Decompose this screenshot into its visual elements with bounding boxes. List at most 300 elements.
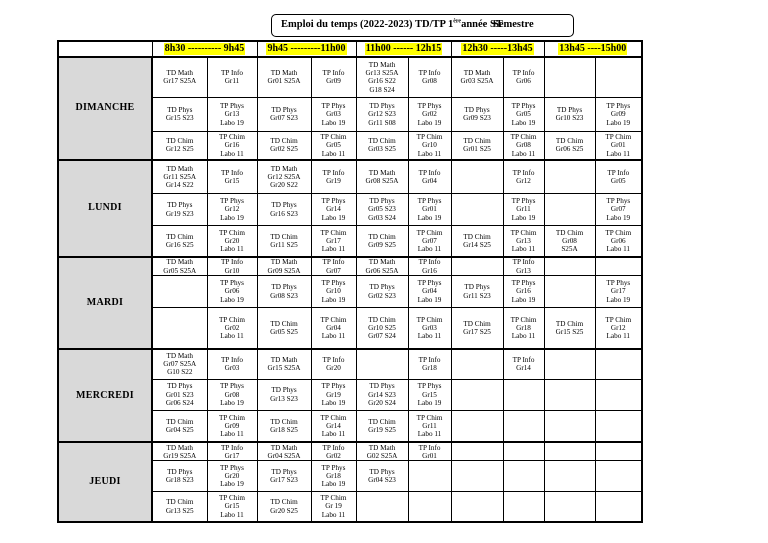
cell-line: TD Phys [369, 283, 395, 292]
slot-header: 13h45 ----15h00 [544, 41, 642, 57]
cell-line: TD Chim [270, 137, 298, 146]
schedule-cell [356, 492, 408, 522]
cell-line: Gr19 S25 [368, 426, 396, 435]
cell-line: Gr17 [610, 287, 626, 296]
cell-line: TD Chim [555, 319, 584, 328]
schedule-cell [356, 225, 408, 257]
cell-line: TP Phys [321, 463, 346, 472]
cell-line: TD Phys [271, 106, 297, 115]
cell-line: TP Phys [220, 102, 244, 111]
cell-line: TP Chim [219, 133, 245, 142]
schedule-cell [503, 160, 544, 194]
cell-line: Gr01 [422, 205, 437, 214]
timetable [57, 40, 643, 523]
cell-line: TD Chim [368, 315, 396, 324]
table-row [58, 442, 642, 460]
cell-line: TD Chim [463, 319, 491, 328]
schedule-cell [408, 225, 451, 257]
schedule-cell [207, 349, 257, 379]
cell-line: Gr06 S25 [555, 145, 584, 154]
cell-line: Labo 11 [321, 430, 346, 439]
cell-line: TD Phys [369, 467, 395, 476]
cell-line: G18 S24 [369, 85, 395, 94]
schedule-cell [152, 349, 207, 379]
schedule-cell [503, 225, 544, 257]
schedule-cell [356, 97, 408, 131]
schedule-cell [544, 160, 595, 194]
cell-line: TD Phys [369, 102, 395, 111]
schedule-cell [257, 461, 311, 492]
cell-line: TP Info [322, 356, 345, 365]
cell-line: TP Phys [220, 382, 244, 391]
cell-line: Gr08 S23 [270, 291, 298, 300]
cell-line: TP Chim [320, 133, 347, 142]
cell-line: Gr08 [422, 77, 437, 86]
table-row [58, 349, 642, 379]
cell-line: Labo 11 [417, 245, 442, 254]
schedule-cell [595, 349, 642, 379]
cell-line: G10 S22 [167, 368, 193, 377]
cell-line: Gr14 [326, 205, 341, 214]
cell-line: Gr12 S23 [368, 110, 396, 119]
cell-line: TP Phys [321, 102, 346, 111]
cell-line: TD Phys [464, 106, 490, 115]
cell-line: Gr05 [516, 110, 531, 119]
cell-line: TD Phys [369, 382, 395, 391]
cell-line: Gr13 S23 [270, 394, 298, 403]
cell-line: TP Info [512, 69, 535, 78]
schedule-cell [544, 410, 595, 442]
schedule-cell [544, 349, 595, 379]
cell-line: TD Math [166, 164, 194, 173]
schedule-cell [207, 194, 257, 225]
cell-line: Labo 19 [417, 295, 442, 304]
schedule-cell [544, 492, 595, 522]
cell-line: Gr04 S23 [368, 476, 396, 485]
cell-line: TP Chim [416, 133, 443, 142]
schedule-cell [408, 132, 451, 160]
schedule-cell [356, 308, 408, 349]
cell-line: TP Info [221, 356, 243, 365]
table-row [58, 160, 642, 194]
schedule-cell [451, 308, 503, 349]
cell-line: Labo 19 [417, 213, 442, 222]
schedule-cell [152, 132, 207, 160]
schedule-cell [152, 461, 207, 492]
schedule-cell [356, 410, 408, 442]
cell-line: Gr07 [610, 205, 626, 214]
schedule-cell [503, 97, 544, 131]
cell-line: TP Phys [511, 102, 536, 111]
cell-line: TD Phys [167, 382, 193, 391]
schedule-cell [152, 379, 207, 410]
schedule-cell [544, 275, 595, 307]
cell-line: Gr19 S23 [165, 209, 194, 218]
cell-line: Labo 19 [511, 295, 536, 304]
schedule-cell [356, 442, 408, 460]
cell-line: Gr11 S23 [463, 291, 491, 300]
cell-line: Labo 11 [606, 332, 631, 341]
cell-line: TP Info [512, 168, 535, 177]
cell-line: Gr08 S25A [365, 177, 399, 186]
cell-line: Gr09 S23 [463, 114, 491, 123]
cell-line: TD Phys [271, 201, 297, 210]
cell-line: Gr07 S24 [368, 332, 396, 341]
cell-line: TD Math [270, 443, 298, 452]
schedule-cell [451, 194, 503, 225]
cell-line: TP Phys [606, 197, 631, 206]
schedule-cell [544, 194, 595, 225]
cell-line: TD Chim [270, 232, 298, 241]
schedule-cell [356, 379, 408, 410]
schedule-cell [207, 461, 257, 492]
schedule-cell [544, 225, 595, 257]
cell-line: Gr17 [224, 451, 240, 460]
cell-line: Gr12 S25A [267, 172, 301, 181]
schedule-cell [207, 410, 257, 442]
cell-line: Gr16 S22 [368, 77, 396, 86]
cell-line: Gr02 S23 [368, 291, 396, 300]
cell-line: Gr03 S25A [460, 77, 494, 86]
schedule-cell [408, 275, 451, 307]
cell-line: Gr10 S23 [555, 114, 584, 123]
schedule-cell [408, 308, 451, 349]
schedule-cell [311, 379, 356, 410]
table-row [58, 57, 642, 97]
cell-line: TP Phys [220, 197, 244, 206]
cell-line: Gr13 [224, 110, 240, 119]
cell-line: TD Chim [368, 232, 396, 241]
schedule-cell [311, 410, 356, 442]
cell-line: Gr20 S24 [368, 398, 396, 407]
cell-line: Gr17 [326, 236, 341, 245]
cell-line: Gr10 S25 [368, 323, 396, 332]
cell-line: Gr11 S25A [163, 172, 197, 181]
cell-line: TP Info [221, 168, 243, 177]
schedule-cell [408, 257, 451, 275]
cell-line: Gr12 [224, 205, 240, 214]
schedule-cell [311, 160, 356, 194]
cell-line: Gr04 [326, 323, 341, 332]
cell-line: TP Chim [416, 315, 443, 324]
cell-line: TP Info [512, 356, 535, 365]
cell-line: Gr16 [224, 141, 240, 150]
cell-line: TP Info [322, 258, 345, 267]
cell-line: TP Phys [511, 197, 536, 206]
cell-line: Gr03 S25 [368, 145, 396, 154]
schedule-cell [356, 160, 408, 194]
cell-line: Labo 11 [606, 245, 631, 254]
cell-line: Gr18 [326, 471, 341, 480]
schedule-cell [257, 225, 311, 257]
schedule-cell [356, 194, 408, 225]
cell-line: Labo 19 [220, 118, 244, 127]
cell-line: Gr01 S25A [267, 77, 301, 86]
schedule-cell [257, 132, 311, 160]
cell-line: TD Chim [166, 137, 194, 146]
cell-line: Gr05 S25A [163, 266, 197, 275]
cell-line: Gr13 S25 [165, 506, 194, 515]
cell-line: Gr18 [516, 323, 531, 332]
cell-line: Gr01 S25 [463, 145, 491, 154]
cell-line: Gr15 S25 [555, 328, 584, 337]
schedule-cell [595, 461, 642, 492]
cell-line: TD Chim [555, 228, 584, 237]
cell-line: TD Math [166, 69, 194, 78]
cell-line: Gr05 S25 [270, 328, 298, 337]
schedule-cell [451, 349, 503, 379]
cell-line: Gr15 [422, 390, 437, 399]
cell-line: Gr11 S08 [368, 118, 396, 127]
schedule-cell [207, 160, 257, 194]
cell-line: Gr20 [224, 471, 240, 480]
schedule-cell [152, 225, 207, 257]
cell-line: TP Chim [219, 413, 245, 422]
schedule-cell [544, 461, 595, 492]
schedule-cell [152, 492, 207, 522]
schedule-cell [257, 194, 311, 225]
cell-line: Gr14 S22 [165, 181, 194, 190]
schedule-cell [257, 410, 311, 442]
cell-line: Gr14 [516, 364, 531, 373]
schedule-cell [503, 308, 544, 349]
cell-line: TD Phys [167, 467, 193, 476]
cell-line: Gr12 [610, 323, 626, 332]
schedule-cell [408, 379, 451, 410]
cell-line: Gr20 [224, 236, 240, 245]
cell-line: TD Math [463, 69, 491, 78]
schedule-cell [503, 275, 544, 307]
cell-line: TD Math [368, 443, 396, 452]
cell-line: Labo 11 [321, 332, 346, 341]
cell-line: Gr10 [224, 266, 240, 275]
cell-line: Gr09 [326, 77, 341, 86]
cell-line: TP Chim [416, 413, 443, 422]
schedule-cell [595, 379, 642, 410]
cell-line: Labo 19 [220, 295, 244, 304]
cell-line: TP Chim [510, 315, 537, 324]
day-label: MARDI [58, 257, 152, 349]
schedule-cell [311, 97, 356, 131]
cell-line: TD Chim [270, 319, 298, 328]
day-label: MERCREDI [58, 349, 152, 443]
cell-line: Gr09 S25 [368, 240, 396, 249]
schedule-cell [311, 194, 356, 225]
cell-line: Gr10 [422, 141, 437, 150]
schedule-cell [503, 410, 544, 442]
cell-line: Gr 19 [325, 502, 342, 511]
cell-line: Gr03 [326, 110, 341, 119]
schedule-cell [207, 57, 257, 97]
cell-line: Labo 19 [606, 118, 631, 127]
schedule-cell [503, 194, 544, 225]
cell-line: TP Chim [510, 133, 537, 142]
cell-line: Gr07 S25A [163, 360, 197, 369]
schedule-cell [257, 57, 311, 97]
cell-line: Gr09 S25A [267, 266, 301, 275]
schedule-cell [544, 97, 595, 131]
cell-line: TP Chim [605, 228, 632, 237]
cell-line: TD Chim [166, 232, 194, 241]
schedule-cell [207, 132, 257, 160]
schedule-cell [152, 442, 207, 460]
cell-line: Gr02 [422, 110, 437, 119]
schedule-cell [311, 225, 356, 257]
title-main: Emploi du temps (2022-2023) TD/TP 1èreannée ST [281, 18, 503, 30]
cell-line: Gr15 S23 [165, 114, 194, 123]
cell-line: TP Phys [321, 197, 346, 206]
cell-line: TP Info [418, 168, 441, 177]
schedule-cell [311, 308, 356, 349]
schedule-cell [544, 442, 595, 460]
cell-line: Gr19 [326, 177, 341, 186]
schedule-cell [595, 442, 642, 460]
schedule-cell [207, 275, 257, 307]
cell-line: TD Chim [555, 137, 584, 146]
cell-line: TD Math [270, 356, 298, 365]
cell-line: Labo 11 [511, 332, 536, 341]
cell-line: TD Phys [271, 283, 297, 292]
cell-line: TD Math [166, 443, 194, 452]
schedule-cell [595, 160, 642, 194]
schedule-cell [408, 97, 451, 131]
slot-header: 12h30 -----13h45 [451, 41, 544, 57]
schedule-cell [544, 308, 595, 349]
cell-line: Gr02 S25 [270, 145, 298, 154]
cell-line: Gr16 [516, 287, 531, 296]
schedule-cell [257, 349, 311, 379]
cell-line: TP Info [221, 69, 243, 78]
cell-line: Labo 19 [220, 480, 244, 489]
schedule-cell [451, 379, 503, 410]
cell-line: Gr17 S25A [163, 77, 197, 86]
cell-line: Gr08 [516, 141, 531, 150]
cell-line: TD Chim [270, 417, 298, 426]
cell-line: TP Info [322, 168, 345, 177]
cell-line: TP Phys [417, 197, 442, 206]
schedule-cell [257, 442, 311, 460]
schedule-cell [152, 257, 207, 275]
schedule-cell [451, 132, 503, 160]
cell-line: Gr15 S25A [267, 364, 301, 373]
cell-line: TP Chim [219, 228, 245, 237]
cell-line: Labo 11 [417, 430, 442, 439]
cell-line: TP Info [322, 69, 345, 78]
cell-line: Gr06 [610, 236, 626, 245]
cell-line: TD Math [368, 61, 396, 70]
cell-line: TD Phys [167, 201, 193, 210]
cell-line: TP Chim [320, 315, 347, 324]
cell-line: Labo 11 [511, 149, 536, 158]
cell-line: Gr17 S23 [270, 476, 298, 485]
schedule-cell [595, 194, 642, 225]
title-semestre: Semestre [493, 19, 534, 30]
cell-line: TP Info [418, 356, 441, 365]
cell-line: Gr11 [422, 422, 437, 431]
cell-line: Gr05 [326, 141, 341, 150]
cell-line: Labo 19 [606, 213, 631, 222]
cell-line: Gr01 S23 [165, 390, 194, 399]
cell-line: TD Chim [368, 137, 396, 146]
schedule-cell [257, 379, 311, 410]
cell-line: Gr08 [224, 390, 240, 399]
cell-line: TP Phys [220, 463, 244, 472]
cell-line: Gr14 S23 [368, 390, 396, 399]
schedule-cell [595, 275, 642, 307]
cell-line: TD Phys [556, 106, 583, 115]
cell-line: Labo 11 [321, 510, 346, 519]
cell-line: TD Math [166, 258, 194, 267]
schedule-cell [408, 57, 451, 97]
cell-line: Gr16 S23 [270, 209, 298, 218]
cell-line: TP Phys [321, 382, 346, 391]
cell-line: Labo 11 [220, 149, 244, 158]
schedule-cell [595, 57, 642, 97]
cell-line: TP Chim [219, 315, 245, 324]
cell-line: Gr17 S25 [463, 328, 491, 337]
cell-line: TD Math [368, 168, 396, 177]
cell-line: TD Math [270, 164, 298, 173]
cell-line: Labo 19 [511, 118, 536, 127]
schedule-cell [311, 442, 356, 460]
day-label: JEUDI [58, 442, 152, 522]
day-label: LUNDI [58, 160, 152, 258]
cell-line: Labo 11 [220, 510, 244, 519]
schedule-cell [257, 308, 311, 349]
schedule-cell [544, 379, 595, 410]
schedule-cell [595, 308, 642, 349]
schedule-cell [503, 379, 544, 410]
schedule-cell [356, 132, 408, 160]
schedule-cell [356, 349, 408, 379]
cell-line: Labo 11 [511, 245, 536, 254]
schedule-cell [356, 257, 408, 275]
cell-line: Gr05 [610, 177, 626, 186]
schedule-cell [207, 379, 257, 410]
cell-line: TD Phys [167, 106, 193, 115]
schedule-cell [356, 57, 408, 97]
cell-line: Gr07 S23 [270, 114, 298, 123]
cell-line: Gr01 [610, 141, 626, 150]
cell-line: Gr01 [422, 451, 437, 460]
slot-header: 11h00 ------ 12h15 [356, 41, 451, 57]
cell-line: S25A [561, 245, 578, 254]
cell-line: TP Phys [417, 382, 442, 391]
cell-line: Labo 11 [220, 332, 244, 341]
schedule-cell [503, 461, 544, 492]
cell-line: Gr12 [516, 177, 531, 186]
schedule-cell [503, 57, 544, 97]
cell-line: TP Info [418, 443, 441, 452]
cell-line: Labo 19 [417, 118, 442, 127]
cell-line: Gr14 S25 [463, 240, 491, 249]
cell-line: Labo 19 [321, 398, 346, 407]
cell-line: TD Phys [464, 283, 490, 292]
cell-line: Gr18 S25 [270, 426, 298, 435]
cell-line: Gr18 [422, 364, 437, 373]
cell-line: TP Info [221, 258, 243, 267]
schedule-cell [257, 160, 311, 194]
header-row [58, 41, 642, 57]
schedule-cell [356, 275, 408, 307]
cell-line: TP Info [418, 258, 441, 267]
cell-line: Gr03 [224, 364, 240, 373]
cell-line: TD Math [270, 69, 298, 78]
schedule-cell [257, 97, 311, 131]
cell-line: Labo 19 [321, 480, 346, 489]
cell-line: Labo 11 [606, 149, 631, 158]
cell-line: Labo 19 [321, 295, 346, 304]
